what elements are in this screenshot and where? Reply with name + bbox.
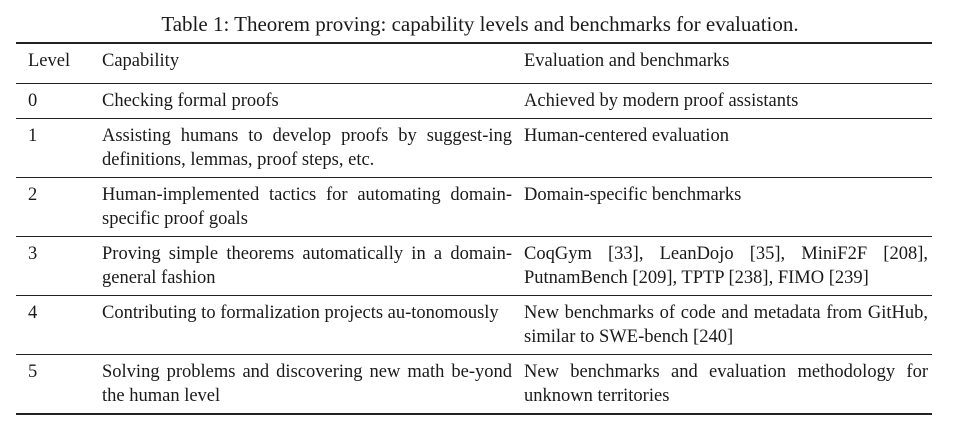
cell-capability: Assisting humans to develop proofs by suggest-ing definitions, lemmas, proof steps, etc. [102,126,512,170]
cell-evaluation: Human-centered evaluation [524,126,729,146]
table-row [16,119,932,178]
cell-level: 4 [28,303,38,323]
table-row [16,355,932,415]
cell-evaluation: New benchmarks and evaluation methodology for unknown territories [524,362,928,406]
cell-level: 1 [28,126,38,146]
capability-table [16,42,932,415]
cell-capability: Solving problems and discovering new math be-yond the human level [102,362,512,406]
cell-level: 2 [28,185,38,205]
cell-capability: Contributing to formalization projects au-tonomously [102,303,499,323]
table-row [16,296,932,355]
table-header-row [16,43,932,84]
cell-capability: Proving simple theorems automatically in a domain-general fashion [102,244,512,288]
cell-evaluation: Achieved by modern proof assistants [524,91,799,111]
cell-evaluation: Domain-specific benchmarks [524,185,742,205]
cell-evaluation: CoqGym [33], LeanDojo [35], MiniF2F [208], PutnamBench [209], TPTP [238], FIMO [239] [524,244,928,288]
table-caption: Table 1: Theorem proving: capability levels and benchmarks for evaluation. [161,12,799,36]
cell-capability: Checking formal proofs [102,91,279,111]
table-row [16,84,932,119]
header-capability: Capability [102,51,180,71]
header-evaluation: Evaluation and benchmarks [524,51,730,71]
cell-level: 5 [28,362,38,382]
table-row [16,237,932,296]
cell-level: 0 [28,91,38,111]
cell-level: 3 [28,244,38,264]
cell-evaluation: New benchmarks of code and metadata from GitHub, similar to SWE-bench [240] [524,303,928,347]
table-row [16,178,932,237]
cell-capability: Human-implemented tactics for automating domain-specific proof goals [102,185,512,229]
header-level: Level [28,51,71,71]
